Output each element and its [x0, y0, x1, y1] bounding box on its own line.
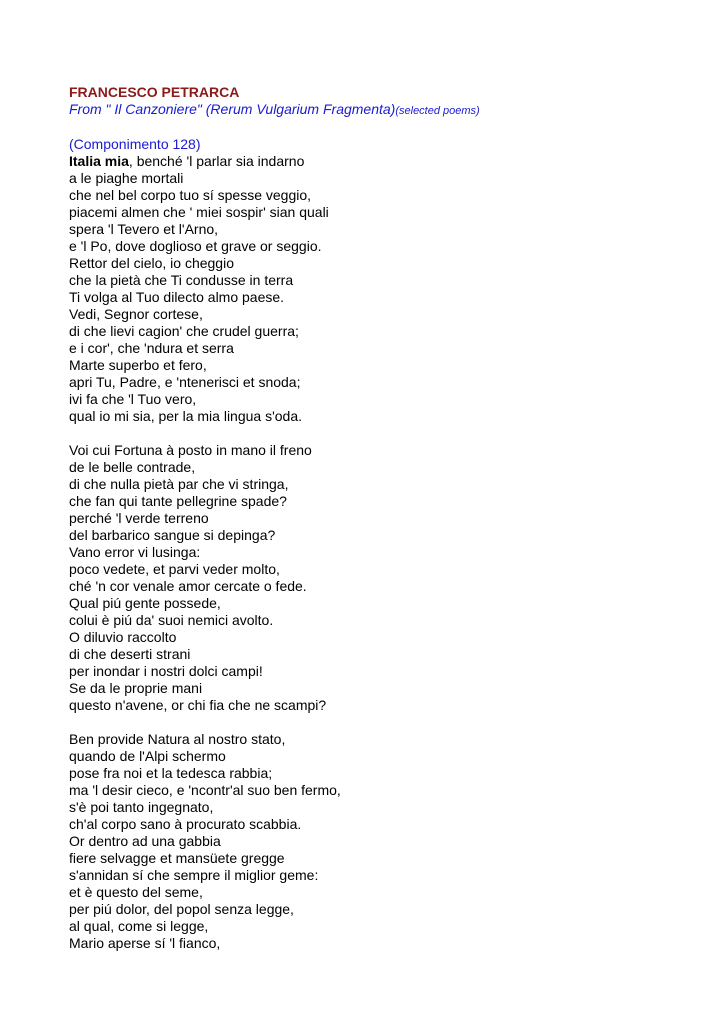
- poem-line: al qual, come si legge,: [69, 918, 209, 934]
- poem-line: Mario aperse sí 'l fianco,: [69, 935, 221, 951]
- author-heading: FRANCESCO PETRARCA: [69, 84, 240, 100]
- subtitle-note: (selected poems): [395, 105, 480, 117]
- poem-line: O diluvio raccolto: [69, 629, 177, 645]
- poem-line: de le belle contrade,: [69, 459, 196, 475]
- poem-line: colui è piú da' suoi nemici avolto.: [69, 612, 274, 628]
- poem-line: Vano error vi lusinga:: [69, 544, 201, 560]
- poem-line: ché 'n cor venale amor cercate o fede.: [69, 578, 307, 594]
- poem-line: Or dentro ad una gabbia: [69, 833, 221, 849]
- stanza-3: [69, 731, 689, 952]
- poem-line: ma 'l desir cieco, e 'ncontr'al suo ben fermo,: [69, 782, 341, 798]
- poem-line: perché 'l verde terreno: [69, 510, 209, 526]
- poem-line: et è questo del seme,: [69, 884, 203, 900]
- poem-line: ivi fa che 'l Tuo vero,: [69, 391, 197, 407]
- poem-line: e 'l Po, dove doglioso et grave or seggio.: [69, 238, 322, 254]
- document-page: [69, 84, 689, 952]
- poem-line: di che lievi cagion' che crudel guerra;: [69, 323, 299, 339]
- poem-first-words: Italia mia: [69, 153, 129, 169]
- poem-first-line: [69, 153, 689, 170]
- poem-line: del barbarico sangue si depinga?: [69, 527, 276, 543]
- poem-line: quando de l'Alpi schermo: [69, 748, 226, 764]
- poem-line: Qual piú gente possede,: [69, 595, 221, 611]
- poem-line: Vedi, Segnor cortese,: [69, 306, 203, 322]
- stanza-1: [69, 153, 689, 425]
- poem-line: qual io mi sia, per la mia lingua s'oda.: [69, 408, 303, 424]
- poem-line: Voi cui Fortuna à posto in mano il freno: [69, 442, 312, 458]
- poem-line: Ti volga al Tuo dilecto almo paese.: [69, 289, 285, 305]
- poem-line: s'annidan sí che sempre il miglior geme:: [69, 867, 319, 883]
- poem-line: s'è poi tanto ingegnato,: [69, 799, 214, 815]
- poem-line: per inondar i nostri dolci campi!: [69, 663, 263, 679]
- poem-line: piacemi almen che ' miei sospir' sian quali: [69, 204, 329, 220]
- poem-first-line-rest: , benché 'l parlar sia indarno: [128, 153, 305, 169]
- poem-line: Marte superbo et fero,: [69, 357, 207, 373]
- poem-line: questo n'avene, or chi fia che ne scampi?: [69, 697, 327, 713]
- poem-line: Ben provide Natura al nostro stato,: [69, 731, 286, 747]
- poem-line: Rettor del cielo, io cheggio: [69, 255, 234, 271]
- poem-line: spera 'l Tevero et l'Arno,: [69, 221, 219, 237]
- stanza-2: [69, 442, 689, 714]
- work-subtitle: [69, 101, 689, 120]
- poem-line: apri Tu, Padre, e 'ntenerisci et snoda;: [69, 374, 301, 390]
- poem-line: che la pietà che Ti condusse in terra: [69, 272, 294, 288]
- poem-line: pose fra noi et la tedesca rabbia;: [69, 765, 273, 781]
- poem-line: che fan qui tante pellegrine spade?: [69, 493, 287, 509]
- poem-line: poco vedete, et parvi veder molto,: [69, 561, 280, 577]
- poem-line: per piú dolor, del popol senza legge,: [69, 901, 294, 917]
- subtitle-main: From " Il Canzoniere" (Rerum Vulgarium Fragmenta): [69, 101, 396, 117]
- poem-line: di che nulla pietà par che vi stringa,: [69, 476, 289, 492]
- poem-line: fiere selvagge et mansüete gregge: [69, 850, 285, 866]
- poem-line: a le piaghe mortali: [69, 170, 184, 186]
- poem-line: ch'al corpo sano à procurato scabbia.: [69, 816, 302, 832]
- poem-line: e i cor', che 'ndura et serra: [69, 340, 234, 356]
- poem-line: che nel bel corpo tuo sí spesse veggio,: [69, 187, 312, 203]
- composition-number: (Componimento 128): [69, 136, 201, 152]
- poem-line: Se da le proprie mani: [69, 680, 203, 696]
- poem-line: di che deserti strani: [69, 646, 191, 662]
